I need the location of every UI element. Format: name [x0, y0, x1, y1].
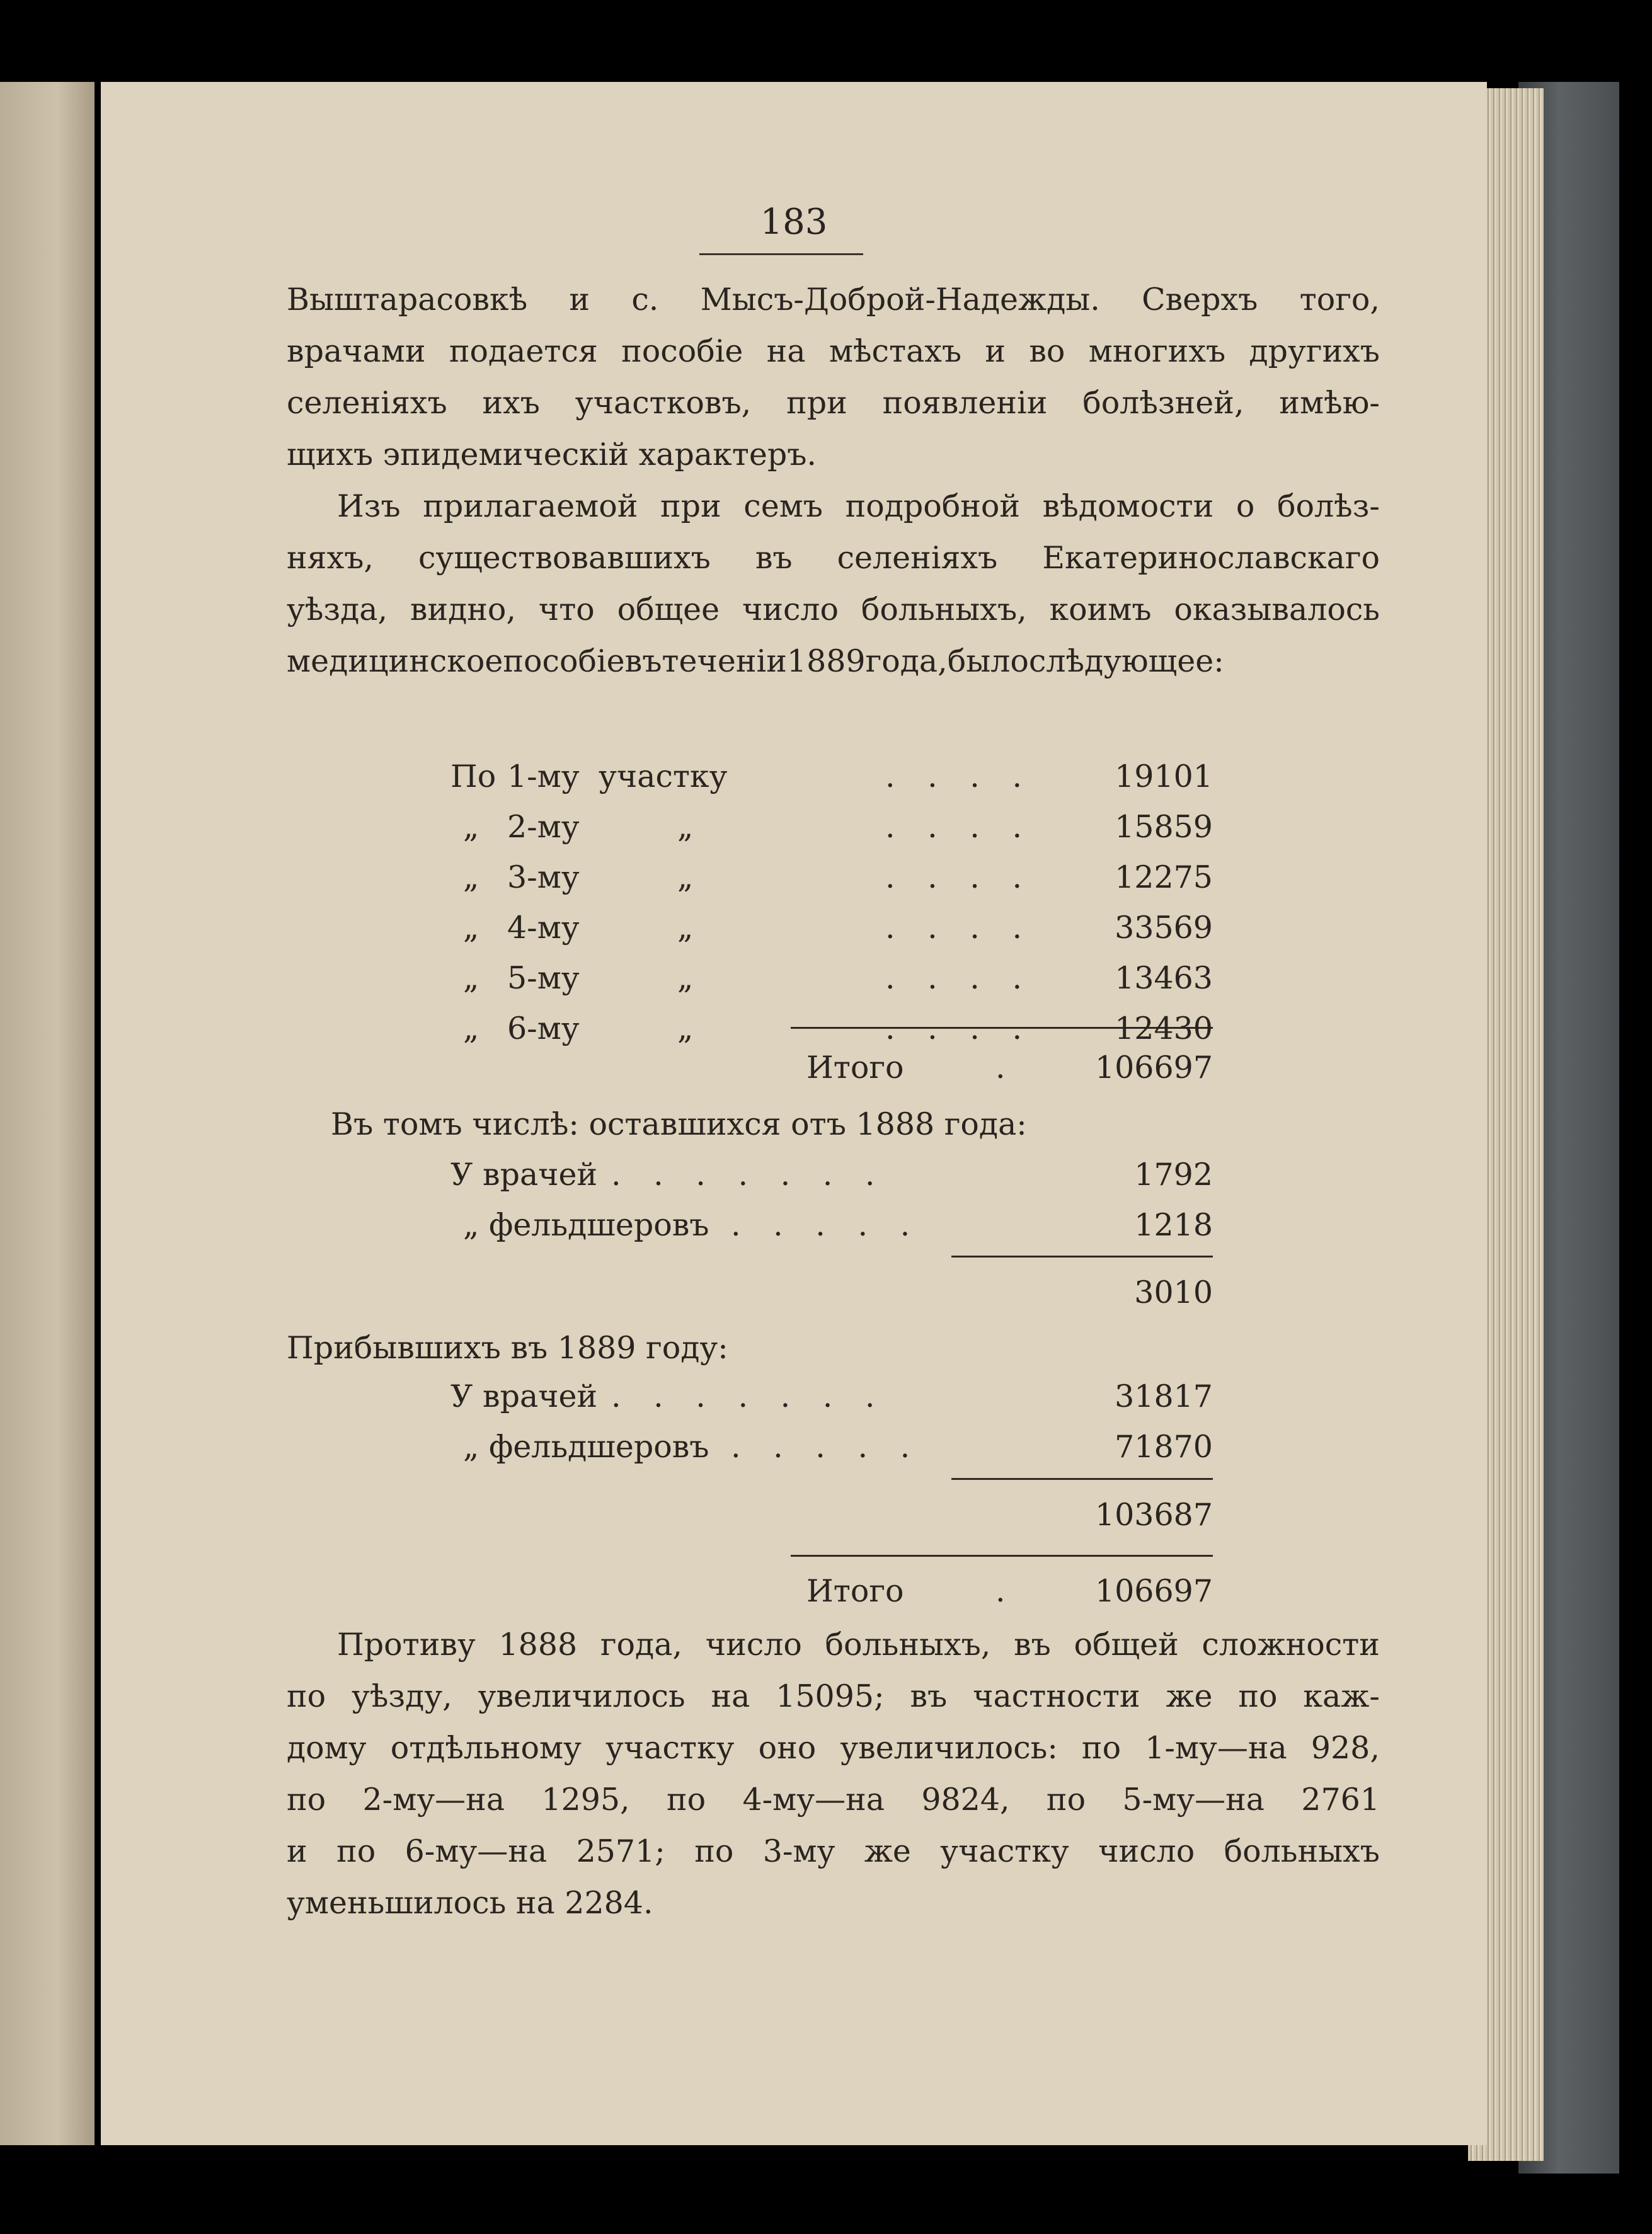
district-value: 12275: [1115, 859, 1213, 895]
left-page-edge: [0, 82, 95, 2145]
district-label: 5-му: [507, 960, 580, 996]
district-label: 1-му: [507, 759, 580, 794]
word: на: [766, 333, 806, 369]
word: участку: [940, 1833, 1069, 1869]
word: болѣзней,: [1082, 385, 1244, 421]
arrived-value: 31817: [1115, 1378, 1213, 1414]
word: участку: [605, 1730, 735, 1766]
word: мѣстахъ: [829, 333, 962, 369]
arrived-value: 71870: [1115, 1429, 1213, 1465]
arrived-sum: 103687: [1094, 1497, 1213, 1533]
remaining-value: 1792: [1134, 1157, 1213, 1193]
page-number-rule: [699, 253, 863, 255]
word: Сверхъ: [1142, 282, 1258, 318]
word: оно: [758, 1730, 817, 1766]
word: 2-му—на: [362, 1782, 505, 1818]
word: по: [287, 1782, 326, 1818]
word: существовавшихъ: [418, 540, 711, 576]
district-suffix: „: [677, 859, 694, 895]
district-suffix: „: [677, 910, 694, 946]
district-value: 19101: [1115, 759, 1213, 794]
word: же: [864, 1833, 911, 1869]
book-page: [101, 82, 1487, 2145]
word: того,: [1299, 282, 1380, 318]
district-dots: . . . .: [885, 960, 1034, 996]
arrived-sum-row: [1024, 1493, 1213, 1537]
text-line: [287, 377, 1380, 429]
intro-paragraph: [287, 274, 1380, 481]
word: Мысъ-Доброй-Надежды.: [700, 282, 1100, 318]
district-label: 2-му: [507, 809, 580, 845]
word: 1295,: [541, 1782, 630, 1818]
word: во: [1029, 333, 1065, 369]
text-line: [287, 1877, 1380, 1929]
word: число: [1098, 1833, 1195, 1869]
arrived-row: [450, 1375, 1219, 1419]
word: 6-му—на: [404, 1833, 548, 1869]
district-dots: . . . .: [885, 1011, 1034, 1046]
word: по: [336, 1833, 376, 1869]
arrived-dots: . . . . .: [731, 1429, 922, 1465]
arrived-label: „ фельдшеровъ: [463, 1429, 709, 1465]
district-dots: . . . .: [885, 859, 1034, 895]
word: по: [1238, 1678, 1278, 1714]
total-label: Итого: [806, 1573, 904, 1609]
word: о: [1236, 488, 1255, 524]
word: оказывалось: [1174, 592, 1380, 627]
word: больныхъ,: [861, 592, 1027, 627]
word: 1-му—на: [1145, 1730, 1287, 1766]
district-suffix: „: [677, 1011, 694, 1046]
arrived-caption: Прибывшихъ въ 1889 году:: [287, 1330, 728, 1366]
word: Екатеринославскаго: [1042, 540, 1380, 576]
text-line: [287, 1619, 1380, 1671]
remaining-dots: . . . . . . .: [611, 1157, 886, 1193]
word: на: [711, 1678, 750, 1714]
word: больныхъ: [1224, 1833, 1380, 1869]
total-row-2: [806, 1569, 1216, 1613]
table-rule-3: [951, 1478, 1213, 1480]
total-value: 106697: [1094, 1573, 1213, 1609]
word: уѣзда,: [287, 592, 388, 627]
arrived-dots: . . . . . . .: [611, 1378, 886, 1414]
word: въ: [624, 643, 662, 679]
text-line: [287, 1774, 1380, 1826]
word: 2761: [1301, 1782, 1380, 1818]
word: пособіе: [621, 333, 743, 369]
word: и: [569, 282, 590, 318]
word: частности: [973, 1678, 1140, 1714]
word: болѣз-: [1276, 488, 1380, 524]
text-line: [287, 584, 1380, 636]
total-dot: .: [995, 1050, 1006, 1085]
table-rule-4: [791, 1555, 1213, 1557]
district-label: 4-му: [507, 910, 580, 946]
word: при: [660, 488, 721, 524]
district-dots: . . . .: [885, 759, 1034, 794]
word: подается: [449, 333, 598, 369]
word: няхъ,: [287, 540, 374, 576]
word: уменьшилось на 2284.: [287, 1885, 653, 1921]
word: по: [1081, 1730, 1121, 1766]
district-row: [450, 956, 1219, 1000]
word: 15095;: [776, 1678, 885, 1714]
district-row: [450, 906, 1219, 950]
word: въ: [1014, 1627, 1051, 1663]
district-prefix: По: [450, 759, 496, 794]
district-prefix: „: [463, 809, 479, 845]
page-number: 183: [760, 202, 828, 243]
text-line: [287, 1671, 1380, 1722]
word: 9824,: [921, 1782, 1010, 1818]
remaining-label: „ фельдшеровъ: [463, 1207, 709, 1243]
word: участковъ,: [575, 385, 752, 421]
word: въ: [755, 540, 793, 576]
word: подробной: [845, 488, 1021, 524]
word: отдѣльному: [390, 1730, 582, 1766]
word: Выштарасовкѣ: [287, 282, 528, 318]
word: имѣю-: [1279, 385, 1380, 421]
remaining-row: [450, 1153, 1219, 1197]
district-value: 33569: [1115, 910, 1213, 946]
district-prefix: „: [463, 859, 479, 895]
word: уѣзду,: [352, 1678, 452, 1714]
word: по: [694, 1833, 734, 1869]
district-dots: . . . .: [885, 910, 1034, 946]
district-prefix: „: [463, 960, 479, 996]
district-suffix: участку: [599, 759, 728, 794]
text-line: [287, 429, 1380, 481]
word: и: [985, 333, 1006, 369]
word: с.: [631, 282, 659, 318]
text-line: [287, 636, 1380, 687]
total-value: 106697: [1094, 1050, 1213, 1085]
word: увеличилось: [478, 1678, 685, 1714]
word: вѣдомости: [1042, 488, 1214, 524]
text-line: [287, 1826, 1380, 1877]
word: пособіе: [503, 643, 625, 679]
word: медицинское: [287, 643, 503, 679]
word: общей: [1074, 1627, 1179, 1663]
word: врачами: [287, 333, 426, 369]
district-label: 6-му: [507, 1011, 580, 1046]
word: при: [786, 385, 847, 421]
word: было: [947, 643, 1029, 679]
district-label: 3-му: [507, 859, 580, 895]
total-label: Итого: [806, 1050, 904, 1085]
word: каж-: [1303, 1678, 1380, 1714]
word: появленіи: [882, 385, 1048, 421]
word: теченіи: [662, 643, 787, 679]
word: коимъ: [1049, 592, 1152, 627]
word: 5-му—на: [1122, 1782, 1265, 1818]
word: другихъ: [1249, 333, 1380, 369]
word: больныхъ,: [825, 1627, 991, 1663]
district-prefix: „: [463, 1011, 479, 1046]
district-suffix: „: [677, 960, 694, 996]
district-prefix: „: [463, 910, 479, 946]
total-dot: .: [995, 1573, 1006, 1609]
word: что: [538, 592, 595, 627]
text-line: [287, 1722, 1380, 1774]
remaining-label: У врачей: [450, 1157, 598, 1193]
word: 928,: [1311, 1730, 1380, 1766]
district-row: [450, 755, 1219, 799]
district-row: [450, 1007, 1219, 1051]
word: сложности: [1202, 1627, 1380, 1663]
word: селеніяхъ: [837, 540, 998, 576]
district-value: 15859: [1115, 809, 1213, 845]
arrived-row: [450, 1425, 1219, 1469]
remaining-sum: 3010: [1134, 1275, 1213, 1310]
word: и: [287, 1833, 307, 1869]
word: многихъ: [1088, 333, 1226, 369]
remaining-value: 1218: [1134, 1207, 1213, 1243]
word: видно,: [410, 592, 517, 627]
word: число: [742, 592, 839, 627]
word: Противу: [337, 1627, 476, 1663]
word: дому: [287, 1730, 367, 1766]
word: же: [1166, 1678, 1213, 1714]
remaining-dots: . . . . .: [731, 1207, 922, 1243]
word: 1889: [786, 643, 866, 679]
table-rule-2: [951, 1256, 1213, 1257]
word: прилагаемой: [423, 488, 638, 524]
word: года,: [600, 1627, 683, 1663]
word: 1888: [498, 1627, 578, 1663]
word: щихъ эпидемическій характеръ.: [287, 437, 817, 473]
text-line: [287, 274, 1380, 326]
word: общее: [617, 592, 720, 627]
text-line: [287, 326, 1380, 377]
word: въ: [910, 1678, 948, 1714]
word: 4-му—на: [742, 1782, 885, 1818]
total-row-1: [806, 1046, 1216, 1090]
text-line: [287, 481, 1380, 532]
word: года,: [865, 643, 948, 679]
word: по: [287, 1678, 326, 1714]
district-suffix: „: [677, 809, 694, 845]
district-row: [450, 805, 1219, 849]
word: 2571;: [576, 1833, 665, 1869]
district-value: 13463: [1115, 960, 1213, 996]
word: селеніяхъ: [287, 385, 447, 421]
district-value: 12430: [1115, 1011, 1213, 1046]
remaining-caption: Въ томъ числѣ: оставшихся отъ 1888 года:: [331, 1106, 1027, 1142]
district-row: [450, 856, 1219, 900]
word: ихъ: [482, 385, 540, 421]
final-paragraph: [287, 1619, 1380, 1929]
word: число: [705, 1627, 802, 1663]
district-dots: . . . .: [885, 809, 1034, 845]
second-paragraph: [287, 481, 1380, 687]
word: по: [1046, 1782, 1086, 1818]
word: слѣдующее:: [1028, 643, 1224, 679]
word: увеличилось:: [840, 1730, 1058, 1766]
arrived-label: У врачей: [450, 1378, 598, 1414]
word: 3-му: [762, 1833, 835, 1869]
word: по: [666, 1782, 706, 1818]
word: Изъ: [337, 488, 401, 524]
word: семъ: [743, 488, 823, 524]
remaining-row: [450, 1203, 1219, 1247]
remaining-sum-row: [1024, 1271, 1213, 1315]
text-line: [287, 532, 1380, 584]
